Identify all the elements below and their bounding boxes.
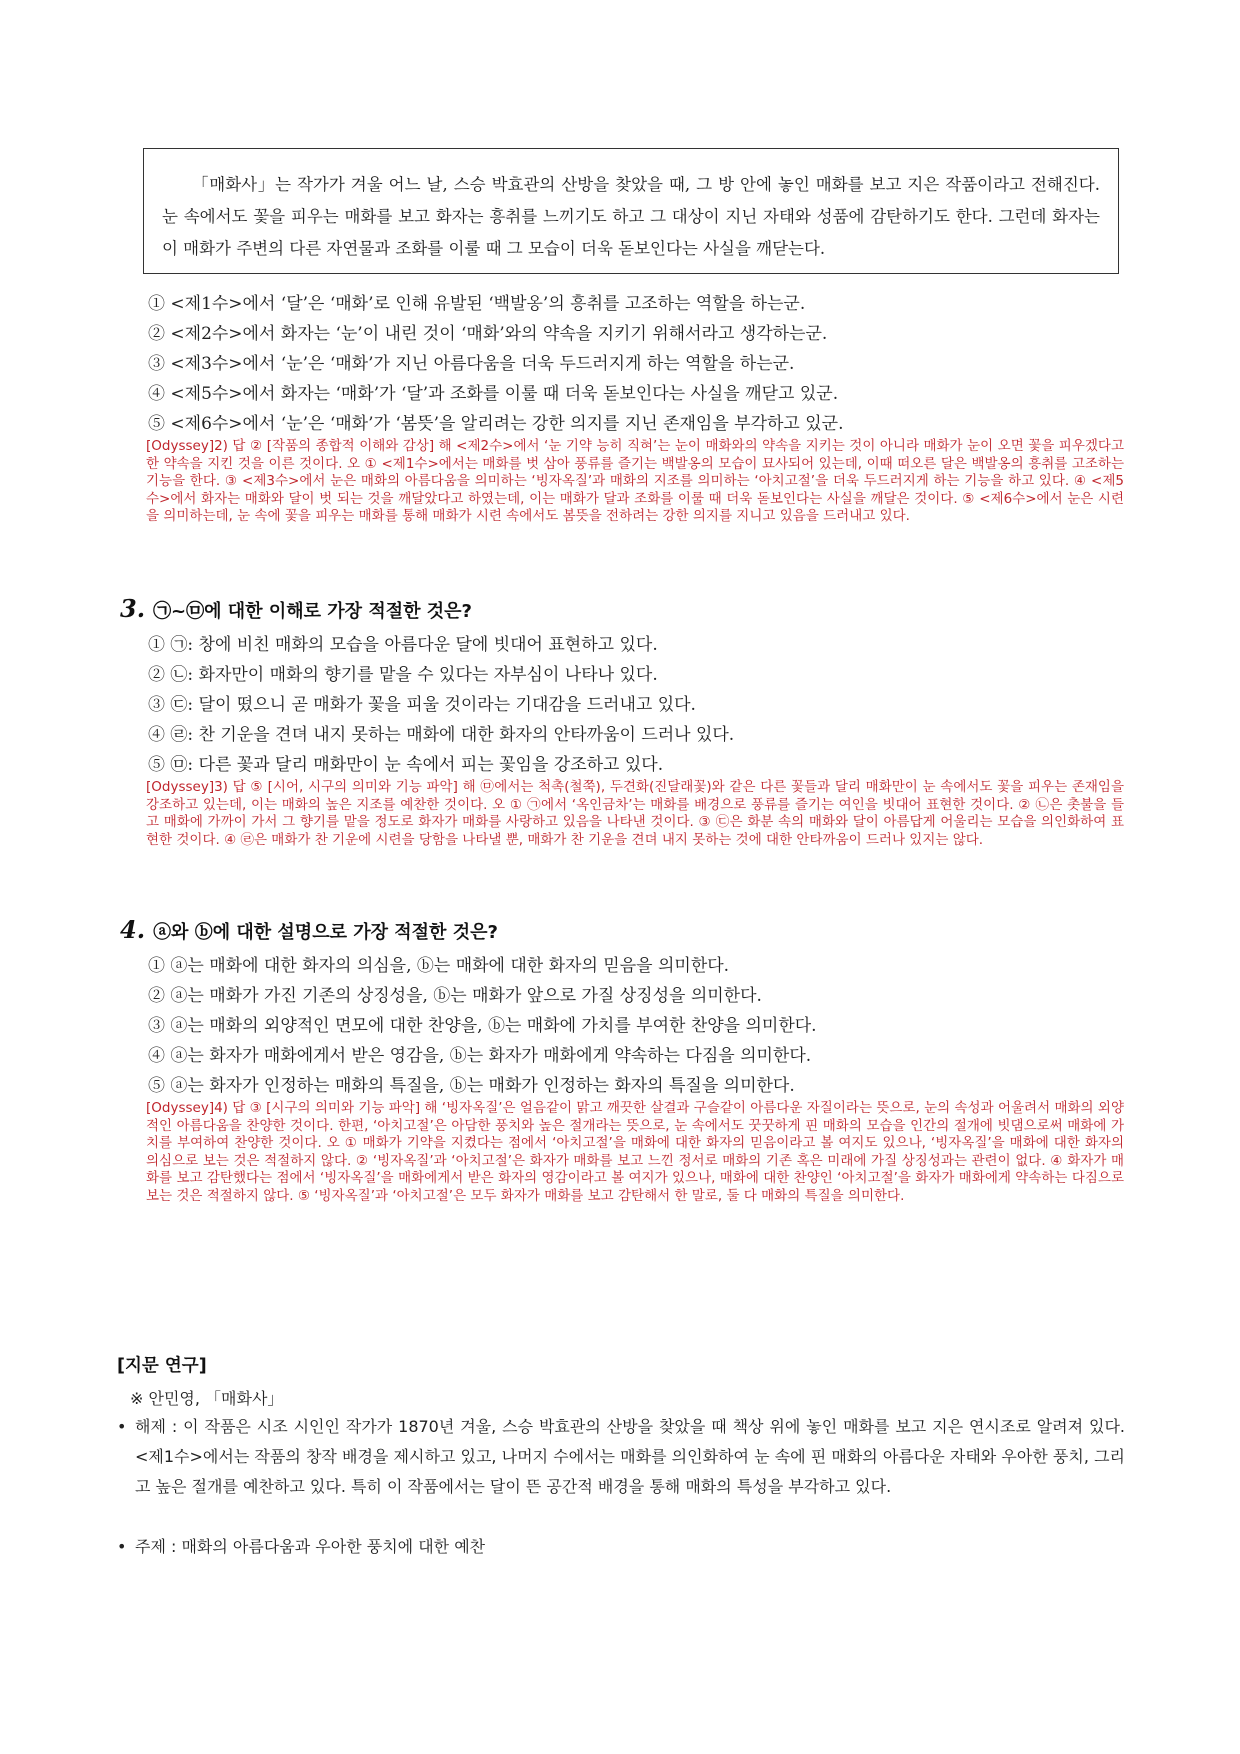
question4-title <box>120 915 498 944</box>
study-haeje-block <box>117 1412 1125 1502</box>
reference-box <box>143 148 1119 274</box>
question3-option-5[interactable]: ⑤ ㉤: 다른 꽃과 달리 매화만이 눈 속에서 피는 꽃임을 강조하고 있다. <box>148 755 664 775</box>
question4-option-5[interactable]: ⑤ ⓐ는 화자가 인정하는 매화의 특질을, ⓑ는 매화가 인정하는 화자의 특질을 의미한다. <box>148 1076 795 1096</box>
reference-text: 「매화사」는 작가가 겨울 어느 날, 스승 박효관의 산방을 찾았을 때, 그 방 안에 놓인 매화를 보고 지은 작품이라고 전해진다. 눈 속에서도 꽃을 피우는 매화를 보고 화자는 흥취를 느끼기도 하고 그 대상이 지닌 자태와 성품에 감탄하기도 한다. 그런데 화자는 이 매화가 주변의 다른 자연물과 조화를 이룰 때 그 모습이 더욱 돋보인다는 사실을 깨닫는다. <box>162 175 1100 258</box>
bullet-icon: • <box>117 1537 127 1556</box>
question2-option-5[interactable]: ⑤ <제6수>에서 ‘눈’은 ‘매화’가 ‘봄뜻’을 알리려는 강한 의지를 지닌 존재임을 부각하고 있군. <box>148 414 844 434</box>
question3-option-3[interactable]: ③ ㉢: 달이 떴으니 곧 매화가 꽃을 피울 것이라는 기대감을 드러내고 있다. <box>148 695 696 715</box>
study-haeje: 해제 : 이 작품은 시조 시인인 작가가 1870년 겨울, 스승 박효관의 산방을 찾았을 때 책상 위에 놓인 매화를 보고 지은 연시조로 알려져 있다. <제1수>에서는 작품의 창작 배경을 제시하고 있고, 나머지 수에서는 매화를 의인화하여 눈 속에 핀 매화의 아름다운 자태와 우아한 풍치, 그리고 높은 절개를 예찬하고 있다. 특히 이 작품에서는 달이 뜬 공간적 배경을 통해 매화의 특성을 부각하고 있다. <box>135 1417 1125 1496</box>
question3-options <box>148 630 1128 780</box>
question3-number: 3. <box>120 594 146 623</box>
question2-options <box>148 289 1128 439</box>
question4-options <box>148 951 1128 1101</box>
study-heading: [지문 연구] <box>117 1356 207 1376</box>
question4-option-1[interactable]: ① ⓐ는 매화에 대한 화자의 의심을, ⓑ는 매화에 대한 화자의 믿음을 의미한다. <box>148 956 730 976</box>
question2-option-2[interactable]: ② <제2수>에서 화자는 ‘눈’이 내린 것이 ‘매화’와의 약속을 지키기 위해서라고 생각하는군. <box>148 324 828 344</box>
question3-option-4[interactable]: ④ ㉣: 찬 기운을 견뎌 내지 못하는 매화에 대한 화자의 안타까움이 드러나 있다. <box>148 725 735 745</box>
question4-text: ⓐ와 ⓑ에 대한 설명으로 가장 적절한 것은? <box>153 922 498 943</box>
question2-option-4[interactable]: ④ <제5수>에서 화자는 ‘매화’가 ‘달’과 조화를 이룰 때 더욱 돋보인다는 사실을 깨닫고 있군. <box>148 384 839 404</box>
question4-option-3[interactable]: ③ ⓐ는 매화의 외양적인 면모에 대한 찬양을, ⓑ는 매화에 가치를 부여한 찬양을 의미한다. <box>148 1016 817 1036</box>
question2-option-1[interactable]: ① <제1수>에서 ‘달’은 ‘매화’로 인해 유발된 ‘백발옹’의 흥취를 고조하는 역할을 하는군. <box>148 294 806 314</box>
question4-number: 4. <box>120 915 146 944</box>
question3-explanation: [Odyssey]3) 답 ⑤ [시어, 시구의 의미와 기능 파악] 해 ㉤에서는 척촉(철쭉), 두견화(진달래꽃)와 같은 다른 꽃들과 달리 매화만이 눈 속에서도 꽃을 피우는 존재임을 강조하고 있는데, 이는 매화의 높은 지조를 예찬한 것이다. 오 ① ㉠에서 ‘옥인금차’는 매화를 배경으로 풍류를 즐기는 여인을 빗대어 표현한 것이다. ② ㉡은 촛불을 들고 매화에 가까이 가서 그 향기를 맡을 정도로 화자가 매화를 사랑하고 있음을 나타낸 것이다. ③ ㉢은 화분 속의 매화와 달이 아름답게 어울리는 모습을 의인화하여 표현한 것이다. ④ ㉣은 매화가 찬 기운에 시련을 당함을 나타낼 뿐, 매화가 찬 기운을 견뎌 내지 못하는 것에 대한 안타까움이 드러나 있지는 않다. <box>146 779 1124 848</box>
question3-text: ㉠~㉤에 대한 이해로 가장 적절한 것은? <box>153 601 472 622</box>
question3-title <box>120 594 472 623</box>
study-theme: 주제 : 매화의 아름다움과 우아한 풍치에 대한 예찬 <box>135 1537 486 1556</box>
question4-explanation: [Odyssey]4) 답 ③ [시구의 의미와 기능 파악] 해 ‘빙자옥질’은 얼음같이 맑고 깨끗한 살결과 구슬같이 아름다운 자질이라는 뜻으로, 눈의 속성과 어울려서 매화의 외양적인 아름다움을 찬양한 것이다. 한편, ‘아치고절’은 아담한 풍치와 높은 절개라는 뜻으로, 눈 속에서도 꿋꿋하게 핀 매화의 모습을 인간의 절개에 빗댐으로써 매화에 가치를 부여하여 찬양한 것이다. 오 ① 매화가 기약을 지켰다는 점에서 ‘아치고절’을 매화에 대한 화자의 믿음이라고 볼 여지도 있으나, ‘빙자옥질’을 매화에 대한 화자의 의심으로 보는 것은 적절하지 않다. ② ‘빙자옥질’과 ‘아치고절’은 화자가 매화를 보고 느낀 정서로 매화의 기존 혹은 미래에 가질 상징성과는 관련이 없다. ④ 화자가 매화를 보고 감탄했다는 점에서 ‘빙자옥질’을 매화에게서 받은 화자의 영감이라고 볼 여지가 있으나, 매화에 대한 찬양인 ‘아치고절’을 화자가 매화에게 약속하는 다짐으로 보는 것은 적절하지 않다. ⑤ ‘빙자옥질’과 ‘아치고절’은 모두 화자가 매화를 보고 감탄해서 한 말로, 둘 다 매화의 특질을 의미한다. <box>146 1100 1124 1204</box>
question4-option-4[interactable]: ④ ⓐ는 화자가 매화에게서 받은 영감을, ⓑ는 화자가 매화에게 약속하는 다짐을 의미한다. <box>148 1046 812 1066</box>
question2-option-3[interactable]: ③ <제3수>에서 ‘눈’은 ‘매화’가 지닌 아름다움을 더욱 두드러지게 하는 역할을 하는군. <box>148 354 795 374</box>
bullet-icon: • <box>117 1417 127 1436</box>
question2-explanation: [Odyssey]2) 답 ② [작품의 종합적 이해와 감상] 해 <제2수>에서 ‘눈 기약 능히 직혀’는 눈이 매화와의 약속을 지키는 것이 아니라 매화가 눈이 오면 꽃을 피우겠다고 한 약속을 지킨 것을 이른 것이다. 오 ① <제1수>에서는 매화를 벗 삼아 풍류를 즐기는 백발옹의 모습이 묘사되어 있는데, 이때 떠오른 달은 백발옹의 흥취를 고조하는 기능을 한다. ③ <제3수>에서 눈은 매화의 아름다움을 의미하는 ‘빙자옥질’과 매화의 지조를 의미하는 ‘아치고절’을 더욱 두드러지게 하는 기능을 하고 있다. ④ <제5수>에서 화자는 매화와 달이 벗 되는 것을 깨달았다고 하였는데, 이는 매화가 달과 조화를 이룰 때 더욱 돋보인다는 사실을 깨달은 것이다. ⑤ <제6수>에서 눈은 시련을 의미하는데, 눈 속에 꽃을 피우는 매화를 통해 매화가 시련 속에서도 봄뜻을 전하려는 강한 의지를 지니고 있음을 드러내고 있다. <box>146 438 1124 524</box>
study-author: ※ 안민영, 「매화사」 <box>130 1389 284 1408</box>
question3-option-1[interactable]: ① ㉠: 창에 비친 매화의 모습을 아름다운 달에 빗대어 표현하고 있다. <box>148 635 658 655</box>
study-theme-block <box>117 1532 1125 1562</box>
question3-option-2[interactable]: ② ㉡: 화자만이 매화의 향기를 맡을 수 있다는 자부심이 나타나 있다. <box>148 665 658 685</box>
question4-option-2[interactable]: ② ⓐ는 매화가 가진 기존의 상징성을, ⓑ는 매화가 앞으로 가질 상징성을 의미한다. <box>148 986 762 1006</box>
